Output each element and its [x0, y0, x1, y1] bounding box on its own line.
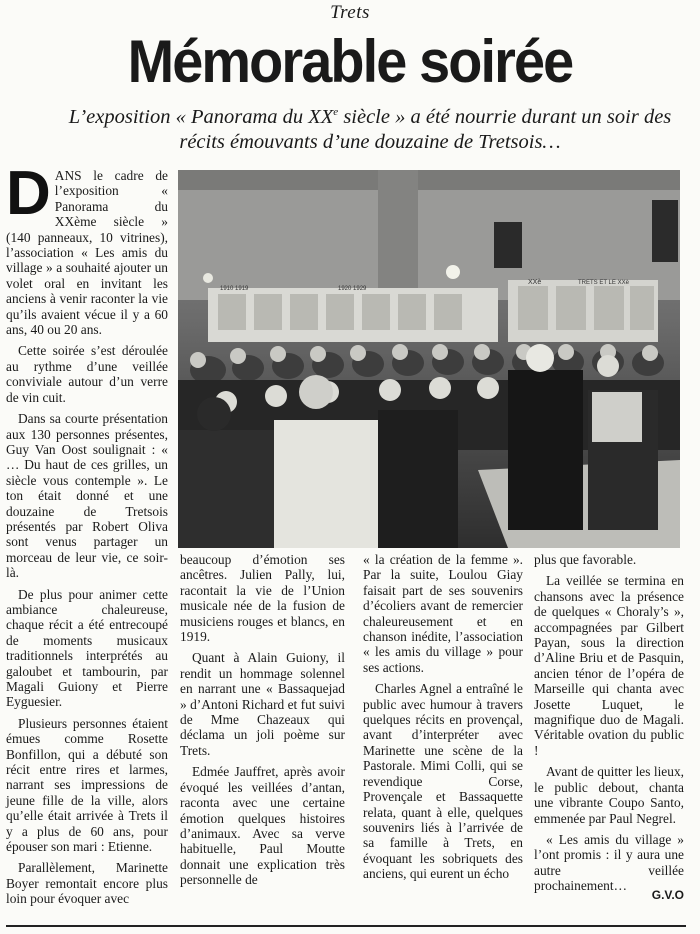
- paragraph: Charles Agnel a entraîné le public avec humour à travers quelques récits en provençal, avant d’interpréter avec Marinette une scène de la Pastorale. Mimi Colli, qui se revendique Corse, Provençale et Bassaquette relata, quant à elle, quelques souvenirs liés à l’arrivée de sa famille à Trets, en évoquant les sobriquets des anciens, qui eurent un écho: [363, 681, 523, 882]
- paragraph: « Les amis du village » l’ont promis : il y aura une autre veillée prochainement…: [534, 831, 684, 894]
- panel-label: 1910 1919: [220, 286, 249, 292]
- paragraph: La veillée se termina en chansons avec la présence de quelques « Choraly’s », accompagnées par Gilbert Payan, sous la direction d’Aline Briu et de Pasquin, ancien ténor de l’opéra de Marseille qui chanta avec Josette Luquet, le magnifique duo de Magali. Véritable ovation du public !: [534, 573, 684, 758]
- author-signature: G.V.O: [651, 888, 684, 902]
- paragraph: Plusieurs personnes étaient émues comme Rosette Bonfillon, qui a débuté son récit entre rires et larmes, narrant ses impressions de jeune fille de la ville, alors qu’elle était arrivée à Trets il y a plus de 60 ans, pour épouser son mari : Etienne.: [6, 715, 168, 855]
- standfirst-pre: L’exposition « Panorama du XX: [68, 105, 334, 128]
- paragraph: Parallèlement, Marinette Boyer remontait encore plus loin pour évoquer avec: [6, 860, 168, 907]
- event-photo: [178, 170, 680, 548]
- kicker: Trets: [330, 2, 370, 23]
- paragraph: Dans sa courte présentation aux 130 personnes présentes, Guy Van Oost soulignait : « … Du haut de ces grilles, un siècle vous contemple ». Le ton était donné et une douzaine de Tretsois présentés par Robert Oliva sont venus partager un morceau de leur vie, ce soir-là.: [6, 411, 168, 581]
- standfirst-post: siècle » a été nourrie durant un soir des récits émouvants d’une douzaine de Tretsois…: [179, 105, 672, 153]
- paragraph: beaucoup d’émotion ses ancêtres. Julien Pally, lui, racontait la vie de l’Union musicale née de la fusion de musiciens rouges et blancs, en 1919.: [180, 552, 345, 645]
- paragraph: « la création de la femme ». Par la suite, Loulou Giay faisait part de ses souvenirs d’écoliers avant de remercier chaleureusement et en chanson inédite, l’association « les amis du village » pour ses actions.: [363, 552, 523, 675]
- standfirst-sup: e: [333, 106, 339, 118]
- audience-photo-illustration: [178, 170, 680, 548]
- panel-label: XXè: [528, 279, 542, 286]
- paragraph: Quant à Alain Guiony, il rendit un hommage solennel en narrant une « Bassaquejad » d’Antoni Richard et fut suivi de Mme Chazeaux qui déclama un joli poème sur Trets.: [180, 650, 345, 758]
- panel-label: 1920 1929: [338, 286, 367, 292]
- panel-label: TRETS ET LE XXè: [578, 280, 629, 286]
- dropcap: D: [6, 159, 51, 228]
- standfirst: [60, 100, 680, 155]
- bottom-rule: [6, 925, 686, 927]
- article-column-4: [534, 552, 684, 897]
- paragraph: De plus pour animer cette ambiance chaleureuse, chaque récit a été entrecoupé de moments musicaux traditionnels interprétés au galoubet et tambourin, par Magali Guiony et Pierre Eyguesier.: [6, 586, 168, 710]
- paragraph: [6, 159, 168, 338]
- article-column-1: [6, 159, 168, 920]
- paragraph-text: ANS le cadre de l’exposition « Panorama du XXème siècle » (140 panneaux, 10 vitrines), l’association « Les amis du village » a souhaité ajouter un volet oral en invitant les anciens à venir raconter la vie qu’ils avaient vécue il y a 60 ans, 40 ou 20 ans.: [6, 168, 168, 338]
- paragraph: Cette soirée s’est déroulée au rythme d’une veillée conviviale autour d’un verre de vin cuit.: [6, 343, 168, 405]
- article-column-3: [363, 552, 523, 897]
- paragraph: Avant de quitter les lieux, le public debout, chanta une vibrante Coupo Santo, emmenée par Paul Negrel.: [534, 764, 684, 826]
- paragraph: Edmée Jauffret, après avoir évoqué les veillées d’antan, raconta avec une certaine émotion quelques histoires d’animaux. Avec sa verve habituelle, Paul Moutte donnait une explication très personnelle de: [180, 764, 345, 888]
- paragraph: plus que favorable.: [534, 552, 637, 567]
- article-column-2: [180, 552, 345, 897]
- headline: Mémorable soirée: [127, 28, 573, 95]
